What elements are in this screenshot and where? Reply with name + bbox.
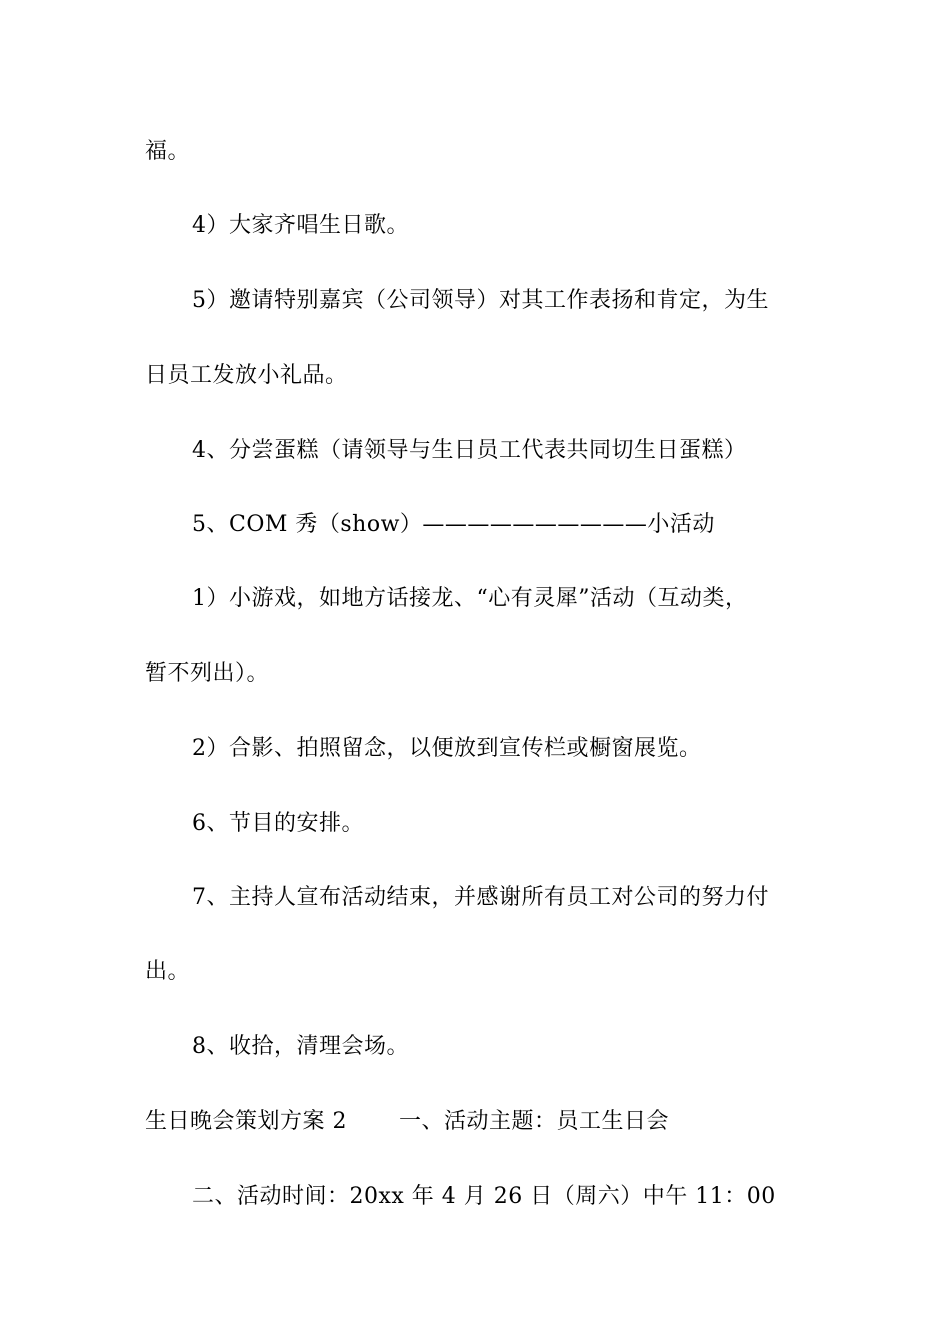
paragraph-line: 福。 bbox=[145, 139, 191, 164]
paragraph-line: 4）大家齐唱生日歌。 bbox=[192, 213, 409, 238]
plan-title: 生日晚会策划方案 2 bbox=[145, 1109, 347, 1134]
paragraph-line: 5、COM 秀（show）——————————小活动 bbox=[192, 512, 715, 537]
paragraph-line: 7、主持人宣布活动结束，并感谢所有员工对公司的努力付 bbox=[192, 885, 769, 910]
paragraph-line: 2）合影、拍照留念，以便放到宣传栏或橱窗展览。 bbox=[192, 736, 702, 761]
paragraph-line: 8、收拾，清理会场。 bbox=[192, 1034, 409, 1059]
paragraph-line: 5）邀请特别嘉宾（公司领导）对其工作表扬和肯定，为生 bbox=[192, 288, 769, 313]
paragraph-line: 日员工发放小礼品。 bbox=[145, 363, 348, 388]
time-line: 二、活动时间：20xx 年 4 月 26 日（周六）中午 11：00 bbox=[192, 1184, 776, 1209]
paragraph-line: 6、节目的安排。 bbox=[192, 811, 364, 836]
paragraph-line: 出。 bbox=[145, 959, 191, 984]
paragraph-line: 4、分尝蛋糕（请领导与生日员工代表共同切生日蛋糕） bbox=[192, 438, 747, 463]
paragraph-line: 1）小游戏，如地方话接龙、“心有灵犀”活动（互动类， bbox=[192, 586, 748, 611]
paragraph-line: 暂不列出）。 bbox=[145, 661, 270, 686]
theme-line: 一、活动主题：员工生日会 bbox=[399, 1109, 670, 1134]
plan-heading-line bbox=[145, 1107, 810, 1137]
